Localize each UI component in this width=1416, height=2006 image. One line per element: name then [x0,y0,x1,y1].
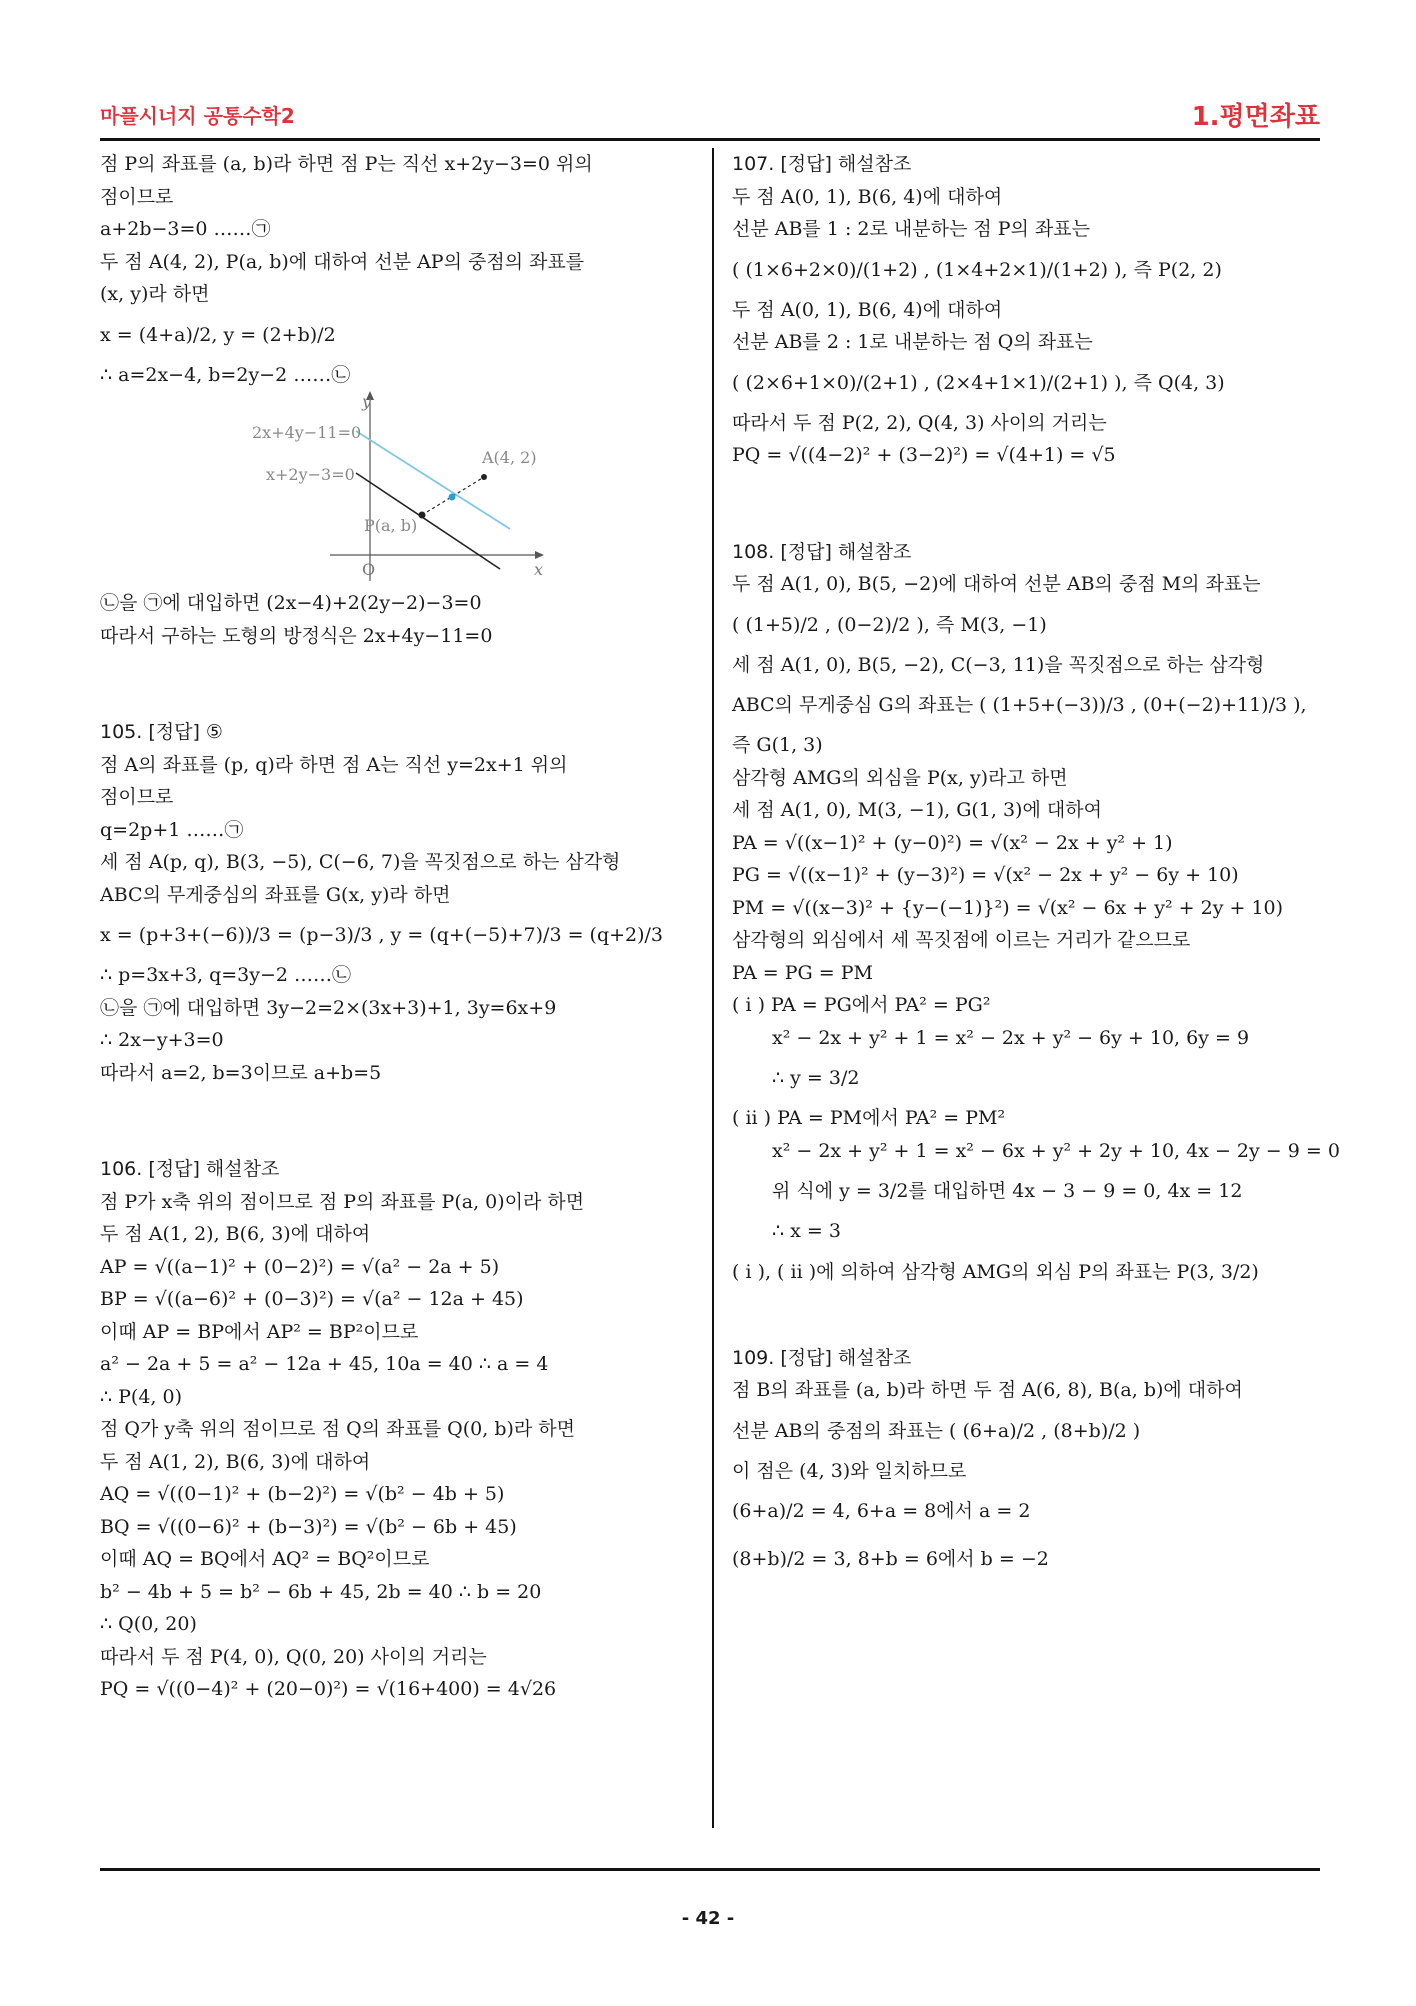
text-line: ∴ a=2x−4, b=2y−2 ……㉡ [100,363,351,386]
point-p-label: P(a, b) [364,516,418,535]
math-line: x² − 2x + y² + 1 = x² − 6x + y² + 2y + 10, 4x − 2y − 9 = 0 [772,1139,1340,1162]
book-title: 마플시너지 공통수학2 [100,104,295,128]
text-line: 따라서 두 점 P(4, 0), Q(0, 20) 사이의 거리는 [100,1645,487,1668]
text-line: 따라서 a=2, b=3이므로 a+b=5 [100,1061,382,1084]
math-line: b² − 4b + 5 = b² − 6b + 45, 2b = 40 ∴ b = 20 [100,1580,542,1603]
text-line: 삼각형의 외심에서 세 꼭짓점에 이르는 거리가 같으므로 [732,929,1191,951]
line1-label: 2x+4y−11=0 [252,423,362,442]
text-line: (x, y)라 하면 [100,283,210,305]
text-line: 삼각형 AMG의 외심을 P(x, y)라고 하면 [732,766,1068,789]
text-line: 두 점 A(0, 1), B(6, 4)에 대하여 [732,185,1003,208]
math-line: 위 식에 y = 3/2를 대입하면 4x − 3 − 9 = 0, 4x = 12 [772,1180,1243,1202]
text-line: ∴ p=3x+3, q=3y−2 ……㉡ [100,964,352,986]
text-line: 세 점 A(p, q), B(3, −5), C(−6, 7)을 꼭짓점으로 하는 삼각형 [100,851,621,873]
text-line: 선분 AB를 1 : 2로 내분하는 점 P의 좌표는 [732,218,1090,240]
math-line: a² − 2a + 5 = a² − 12a + 45, 10a = 40 ∴ a = 4 [100,1353,549,1375]
text-line: 이때 AP = BP에서 AP² = BP²이므로 [100,1320,419,1343]
text-line: 점이므로 [100,786,174,808]
math-line: ( (1×6+2×0)/(1+2) , (1×4+2×1)/(1+2) ), 즉 P(2, 2) [732,258,1222,281]
text-line: 점이므로 [100,185,174,208]
math-line: ∴ x = 3 [772,1220,841,1242]
math-line: x² − 2x + y² + 1 = x² − 2x + y² − 6y + 10, 6y = 9 [772,1026,1250,1049]
math-line: (6+a)/2 = 4, 6+a = 8에서 a = 2 [732,1500,1031,1522]
text-line: 이 점은 (4, 3)와 일치하므로 [732,1459,967,1482]
answer-heading-105: 105. [정답] ⑤ [100,721,223,743]
text-line: ∴ P(4, 0) [100,1385,182,1408]
text-line: 따라서 두 점 P(2, 2), Q(4, 3) 사이의 거리는 [732,411,1107,434]
graph-svg [180,391,600,587]
line2-label: x+2y−3=0 [266,465,355,484]
midpoint-dot [449,494,456,501]
header-rule [100,138,1320,141]
text-line: 세 점 A(1, 0), B(5, −2), C(−3, 11)을 꼭짓점으로 하는 삼각형 [732,653,1265,676]
x-axis-arrow [535,551,544,559]
text-line: 선분 AB를 2 : 1로 내분하는 점 Q의 좌표는 [732,331,1093,353]
text-line: ∴ Q(0, 20) [100,1613,197,1635]
math-line: PA = √((x−1)² + (y−0)²) = √(x² − 2x + y² + 1) [732,831,1173,854]
answer-heading-107: 107. [정답] 해설참조 [732,153,912,175]
math-line: (8+b)/2 = 3, 8+b = 6에서 b = −2 [732,1548,1049,1570]
left-column [100,148,690,1706]
column-divider [712,148,714,1828]
answer-heading-109: 109. [정답] 해설참조 [732,1346,912,1369]
text-line: 점 B의 좌표를 (a, b)라 하면 두 점 A(6, 8), B(a, b)에 대하여 [732,1379,1243,1401]
text-line: ( ii ) PA = PM에서 PA² = PM² [732,1107,1006,1129]
math-line: 선분 AB의 중점의 좌표는 ( (6+a)/2 , (8+b)/2 ) [732,1419,1141,1442]
text-line: 이때 AQ = BQ에서 AQ² = BQ²이므로 [100,1548,430,1570]
math-line: AQ = √((0−1)² + (b−2)²) = √(b² − 4b + 5) [100,1483,505,1505]
math-line: ( (1+5)/2 , (0−2)/2 ), 즉 M(3, −1) [732,613,1047,636]
text-line: 두 점 A(1, 2), B(6, 3)에 대하여 [100,1450,371,1473]
text-line: q=2p+1 ……㉠ [100,818,244,841]
page-number: - 42 - [681,1908,735,1929]
text-line: 점 P가 x축 위의 점이므로 점 P의 좌표를 P(a, 0)이라 하면 [100,1190,585,1213]
math-line: x = (4+a)/2, y = (2+b)/2 [100,323,336,346]
math-line: AP = √((a−1)² + (0−2)²) = √(a² − 2a + 5) [100,1255,500,1278]
answer-heading-106: 106. [정답] 해설참조 [100,1158,280,1180]
text-line: a+2b−3=0 ……㉠ [100,218,271,240]
y-label: y [362,392,372,411]
text-line: ABC의 무게중심의 좌표를 G(x, y)라 하면 [100,883,451,906]
math-line: ∴ y = 3/2 [772,1067,860,1089]
chapter-title: 1.평면좌표 [1191,102,1320,132]
text-line: ∴ 2x−y+3=0 [100,1029,224,1051]
math-line: PQ = √((0−4)² + (20−0)²) = √(16+400) = 4√26 [100,1678,557,1700]
math-line: ABC의 무게중심 G의 좌표는 ( (1+5+(−3))/3 , (0+(−2)+11)/3 ), [732,694,1307,716]
origin-label: O [362,560,376,579]
text-line: 두 점 A(1, 0), B(5, −2)에 대하여 선분 AB의 중점 M의 좌표는 [732,573,1261,595]
math-line: x = (p+3+(−6))/3 = (p−3)/3 , y = (q+(−5)+7)/3 = (q+2)/3 [100,924,664,946]
point-p-dot [419,512,426,519]
x-label: x [534,560,544,579]
math-line: PA = PG = PM [732,961,873,984]
text-line: 두 점 A(4, 2), P(a, b)에 대하여 선분 AP의 중점의 좌표를 [100,250,585,273]
text-line: 두 점 A(1, 2), B(6, 3)에 대하여 [100,1223,371,1245]
text-line: 즉 G(1, 3) [732,734,823,756]
text-line: 따라서 구하는 도형의 방정식은 2x+4y−11=0 [100,624,493,647]
text-line: 점 Q가 y축 위의 점이므로 점 Q의 좌표를 Q(0, b)라 하면 [100,1418,575,1440]
text-line: ㉡을 ㉠에 대입하면 3y−2=2×(3x+3)+1, 3y=6x+9 [100,996,557,1019]
math-line: PQ = √((4−2)² + (3−2)²) = √(4+1) = √5 [732,444,1116,466]
text-line: 두 점 A(0, 1), B(6, 4)에 대하여 [732,298,1003,321]
math-line: ( (2×6+1×0)/(2+1) , (2×4+1×1)/(2+1) ), 즉 Q(4, 3) [732,371,1225,394]
line-2x4y11 [356,431,510,529]
footer-rule [100,1868,1320,1871]
answer-heading-108: 108. [정답] 해설참조 [732,540,912,563]
math-line: BQ = √((0−6)² + (b−3)²) = √(b² − 6b + 45) [100,1515,517,1538]
right-column [732,148,1340,1583]
math-line: PM = √((x−3)² + {y−(−1)}²) = √(x² − 6x + y² + 2y + 10) [732,896,1284,919]
text-line: 세 점 A(1, 0), M(3, −1), G(1, 3)에 대하여 [732,799,1102,821]
text-line: ㉡을 ㉠에 대입하면 (2x−4)+2(2y−2)−3=0 [100,592,482,614]
math-line: BP = √((a−6)² + (0−3)²) = √(a² − 12a + 45) [100,1288,524,1310]
text-line: 점 A의 좌표를 (p, q)라 하면 점 A는 직선 y=2x+1 위의 [100,753,568,776]
text-line: 점 P의 좌표를 (a, b)라 하면 점 P는 직선 x+2y−3=0 위의 [100,153,593,175]
point-a-dot [481,474,487,480]
math-line: PG = √((x−1)² + (y−3)²) = √(x² − 2x + y² − 6y + 10) [732,864,1239,886]
text-line: ( i ), ( ii )에 의하여 삼각형 AMG의 외심 P의 좌표는 P(3, 3/2) [732,1260,1259,1283]
point-a-label: A(4, 2) [482,448,537,467]
text-line: ( i ) PA = PG에서 PA² = PG² [732,994,991,1016]
coordinate-graph [100,391,690,587]
